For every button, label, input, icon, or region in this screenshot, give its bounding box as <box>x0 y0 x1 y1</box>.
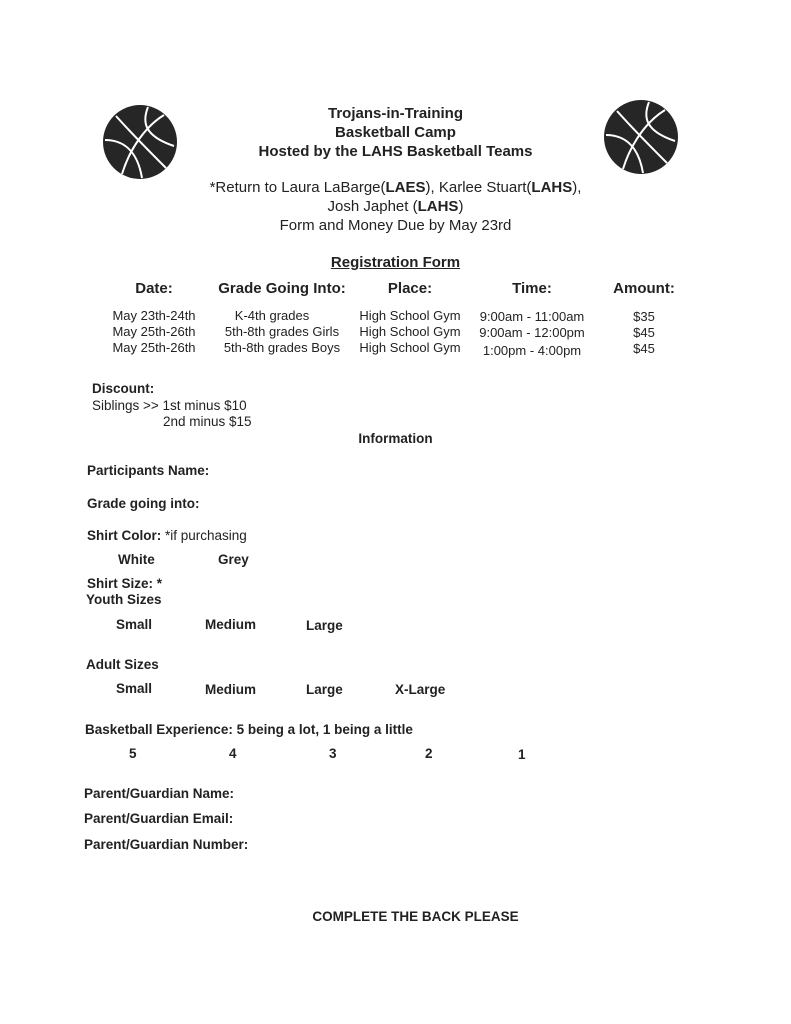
cell-time: 9:00am - 11:00am <box>479 309 585 324</box>
shirt-color-white[interactable]: White <box>118 552 155 567</box>
parent-name-label: Parent/Guardian Name: <box>84 786 235 801</box>
shirt-color-grey[interactable]: Grey <box>218 552 249 567</box>
header-subtitle: Basketball Camp <box>335 124 456 141</box>
discount-siblings: Siblings >> 1st minus $10 <box>92 398 247 413</box>
parent-number-label: Parent/Guardian Number: <box>84 837 249 852</box>
shirt-color-label: Shirt Color: <box>87 528 165 543</box>
return-to-mid: ), Karlee Stuart( <box>425 179 532 196</box>
cell-place: High School Gym <box>359 308 461 323</box>
cell-time: 9:00am - 12:00pm <box>479 325 585 340</box>
column-header-place: Place: <box>387 280 433 297</box>
return-to-josh: Josh Japhet ( <box>327 198 418 215</box>
youth-size-small[interactable]: Small <box>116 617 153 632</box>
registration-form-title: Registration Form <box>330 254 461 271</box>
cell-grade: K-4th grades <box>234 308 310 323</box>
return-to-line-2 <box>0 197 791 216</box>
adult-size-medium[interactable]: Medium <box>205 682 257 697</box>
return-to-end-2: ) <box>458 198 464 215</box>
discount-label: Discount: <box>92 381 155 396</box>
shirt-color-note: *if purchasing <box>165 528 247 543</box>
cell-amount: $45 <box>633 341 655 356</box>
participant-name-label: Participants Name: <box>87 463 210 478</box>
shirt-color-line <box>87 528 247 543</box>
cell-place: High School Gym <box>359 340 461 355</box>
discount-second: 2nd minus $15 <box>163 414 252 429</box>
due-date-note: Form and Money Due by May 23rd <box>279 217 512 234</box>
experience-option-1[interactable]: 1 <box>518 747 526 762</box>
complete-back-note: COMPLETE THE BACK PLEASE <box>312 909 519 924</box>
youth-sizes-label: Youth Sizes <box>86 592 162 607</box>
experience-option-4[interactable]: 4 <box>229 746 237 761</box>
cell-time: 1:00pm - 4:00pm <box>482 343 582 358</box>
return-to-laes: LAES <box>385 179 426 196</box>
cell-grade: 5th-8th grades Boys <box>223 340 341 355</box>
return-to-end: ), <box>572 179 582 196</box>
cell-place: High School Gym <box>359 324 461 339</box>
adult-sizes-label: Adult Sizes <box>86 657 159 672</box>
adult-size-large[interactable]: Large <box>306 682 343 697</box>
column-header-grade: Grade Going Into: <box>218 280 346 297</box>
return-to-lahs-2: LAHS <box>417 198 459 215</box>
column-header-time: Time: <box>512 280 552 297</box>
return-to-prefix: *Return to Laura LaBarge( <box>209 179 386 196</box>
experience-option-5[interactable]: 5 <box>129 746 137 761</box>
adult-size-small[interactable]: Small <box>116 681 153 696</box>
cell-date: May 25th-26th <box>112 340 196 355</box>
cell-amount: $35 <box>633 309 655 324</box>
cell-amount: $45 <box>633 325 655 340</box>
experience-option-2[interactable]: 2 <box>425 746 433 761</box>
information-title: Information <box>358 431 433 446</box>
header-host: Hosted by the LAHS Basketball Teams <box>258 143 533 160</box>
return-to-lahs: LAHS <box>531 179 573 196</box>
parent-email-label: Parent/Guardian Email: <box>84 811 234 826</box>
experience-label: Basketball Experience: 5 being a lot, 1 being a little <box>85 722 413 737</box>
grade-going-into-label: Grade going into: <box>87 496 200 511</box>
cell-grade: 5th-8th grades Girls <box>224 324 340 339</box>
adult-size-x-large[interactable]: X-Large <box>395 682 446 697</box>
column-header-amount: Amount: <box>613 280 675 297</box>
cell-date: May 23th-24th <box>112 308 196 323</box>
return-to-line <box>0 178 791 197</box>
column-header-date: Date: <box>135 280 173 297</box>
shirt-size-label: Shirt Size: * <box>87 576 163 591</box>
header-title: Trojans-in-Training <box>327 105 463 122</box>
youth-size-medium[interactable]: Medium <box>205 617 257 632</box>
experience-option-3[interactable]: 3 <box>329 746 337 761</box>
youth-size-large[interactable]: Large <box>306 618 343 633</box>
cell-date: May 25th-26th <box>112 324 196 339</box>
